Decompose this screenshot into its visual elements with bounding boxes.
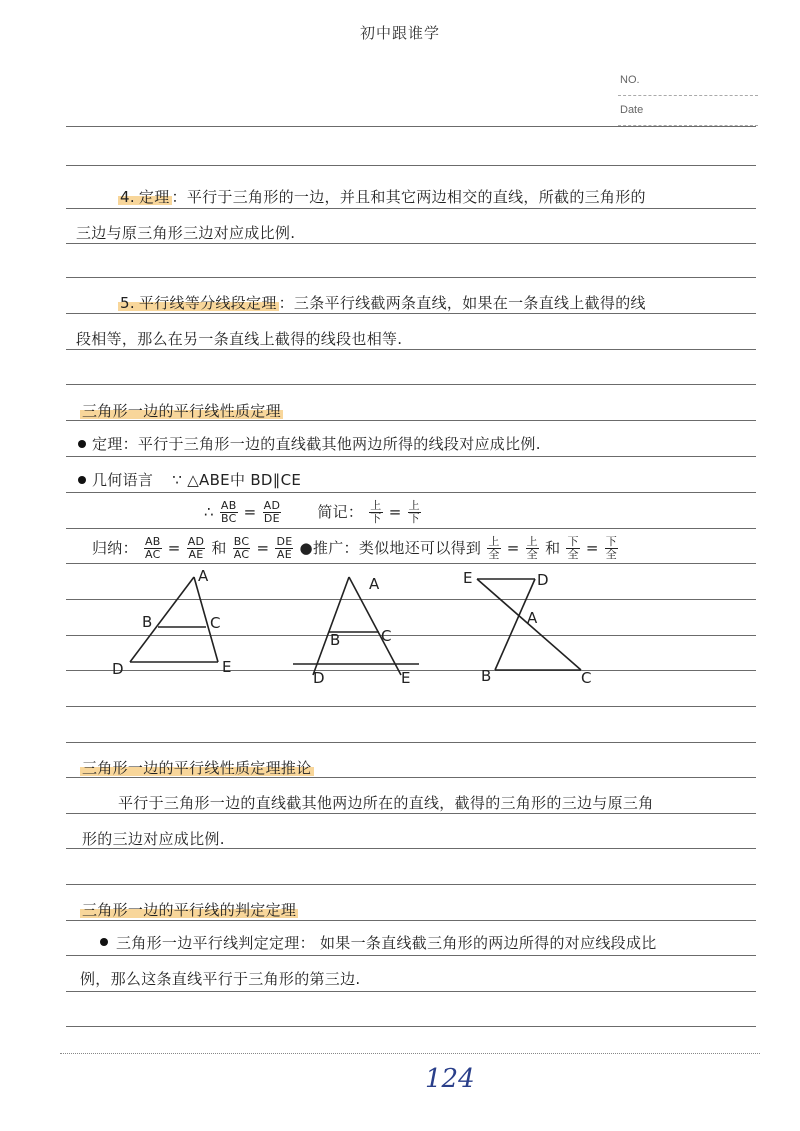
judge-line1: 三角形一边平行线判定定理： 如果一条直线截三角形的两边所得的对应线段成比 <box>116 934 657 952</box>
property-theorem: 定理：平行于三角形一边的直线截其他两边所得的线段对应成比例. <box>92 435 541 453</box>
theorem-4-number: 4. <box>120 188 135 206</box>
triangle-figure-1 <box>100 565 250 680</box>
bullet <box>100 938 108 946</box>
corollary-line2: 形的三边对应成比例. <box>82 830 225 848</box>
fraction: $\frac{\text{上}}{\text{全}}$ <box>488 535 500 561</box>
fraction: $\frac{DE}{AE}$ <box>276 535 293 561</box>
fraction: $\frac{AB}{BC}$ <box>220 499 237 525</box>
fraction: $\frac{\text{下}}{\text{全}}$ <box>605 535 618 561</box>
label-b: B <box>330 631 341 649</box>
ruled-line <box>66 456 756 457</box>
ruled-line <box>66 742 756 743</box>
label-d: D <box>537 571 549 589</box>
theorem-4-line1 <box>118 186 646 207</box>
bullet <box>78 476 86 484</box>
theorem-5-label: 平行线等分线段定理 <box>138 294 277 312</box>
equals: = <box>506 539 520 557</box>
ruled-line <box>66 126 756 127</box>
segment-ad <box>130 577 194 662</box>
promote-text: ●推广：类似地还可以得到 <box>299 539 482 557</box>
geo-label: 几何语言 <box>92 471 154 489</box>
label-e: E <box>222 658 232 676</box>
theorem-5-line2: 段相等，那么在另一条直线上截得的线段也相等. <box>76 330 403 348</box>
and-text: 和 <box>211 539 227 557</box>
ratio-equation <box>204 500 422 525</box>
theorem-5-line1 <box>118 292 646 313</box>
therefore-symbol: ∴ <box>204 503 214 521</box>
ruled-line <box>66 955 756 956</box>
ruled-line <box>66 813 756 814</box>
label-c: C <box>210 614 221 632</box>
ruled-line <box>66 1026 756 1027</box>
judge-heading-text: 三角形一边的平行线的判定定理 <box>82 901 297 919</box>
label-c: C <box>381 627 392 645</box>
and-text: 和 <box>545 539 561 557</box>
ruled-line <box>66 706 756 707</box>
judge-heading <box>80 899 298 920</box>
ruled-line <box>66 920 756 921</box>
ruled-line <box>66 384 756 385</box>
label-b: B <box>481 667 492 685</box>
fraction: $\frac{\text{下}}{\text{全}}$ <box>567 535 579 561</box>
ruled-line <box>66 563 756 564</box>
label-d: D <box>313 669 325 687</box>
equals: = <box>256 539 270 557</box>
equals: = <box>585 539 599 557</box>
theorem-4-text1: ：平行于三角形的一边，并且和其它两边相交的直线，所截的三角形的 <box>171 188 646 206</box>
corollary-line1: 平行于三角形一边的直线截其他两边所在的直线，截得的三角形的三边与原三角 <box>118 794 654 812</box>
note-label: 简记： <box>317 503 364 521</box>
label-d: D <box>112 660 124 678</box>
page-number: 124 <box>425 1064 475 1094</box>
ruled-line <box>66 243 756 244</box>
no-label: NO. <box>620 74 640 86</box>
theorem-5-text1: ：三条平行线截两条直线，如果在一条直线上截得的线 <box>278 294 646 312</box>
fraction: $\frac{\text{上}}{\text{下}}$ <box>370 499 382 525</box>
date-label: Date <box>620 104 644 116</box>
ruled-line <box>66 313 756 314</box>
label-a: A <box>198 567 209 585</box>
ruled-line <box>66 528 756 529</box>
fraction: $\frac{BC}{AC}$ <box>233 535 250 561</box>
property-heading <box>80 400 283 421</box>
induction-line <box>92 536 619 561</box>
fraction: $\frac{AD}{DE}$ <box>263 499 281 525</box>
bottom-line <box>60 1053 760 1054</box>
geo-given: ∵ △ABE中 BD∥CE <box>172 471 302 489</box>
label-e: E <box>463 569 473 587</box>
equals: = <box>167 539 181 557</box>
ruled-line <box>66 991 756 992</box>
watermark-title: 初中跟谁学 <box>359 24 440 42</box>
ruled-line <box>66 277 756 278</box>
segment-ad <box>313 577 349 675</box>
induce-label: 归纳： <box>92 539 138 557</box>
ruled-line <box>66 884 756 885</box>
fraction: $\frac{AD}{AE}$ <box>187 535 205 561</box>
bullet <box>78 440 86 448</box>
label-a: A <box>527 609 538 627</box>
property-heading-text: 三角形一边的平行线性质定理 <box>82 402 281 420</box>
triangle-figure-3 <box>455 565 605 685</box>
ruled-line <box>66 492 756 493</box>
triangle-figure-2 <box>285 565 435 690</box>
theorem-4-line2: 三边与原三角形三边对应成比例. <box>76 224 296 242</box>
ruled-line <box>66 349 756 350</box>
label-e: E <box>401 669 411 687</box>
label-a: A <box>369 575 380 593</box>
fraction: $\frac{\text{上}}{\text{下}}$ <box>408 499 420 525</box>
label-c: C <box>581 669 592 685</box>
equals: = <box>243 503 257 521</box>
label-b: B <box>142 613 153 631</box>
ruled-line <box>66 208 756 209</box>
geometry-language <box>92 469 301 490</box>
corollary-heading <box>80 757 314 778</box>
theorem-4-label: 定理 <box>138 188 170 206</box>
equals: = <box>388 503 402 521</box>
ruled-line <box>66 165 756 166</box>
no-line <box>618 95 758 96</box>
fraction: $\frac{\text{上}}{\text{全}}$ <box>526 535 538 561</box>
judge-line2: 例，那么这条直线平行于三角形的第三边. <box>80 970 361 988</box>
fraction: $\frac{AB}{AC}$ <box>144 535 161 561</box>
theorem-5-number: 5. <box>120 294 135 312</box>
corollary-heading-text: 三角形一边的平行线性质定理推论 <box>82 759 312 777</box>
